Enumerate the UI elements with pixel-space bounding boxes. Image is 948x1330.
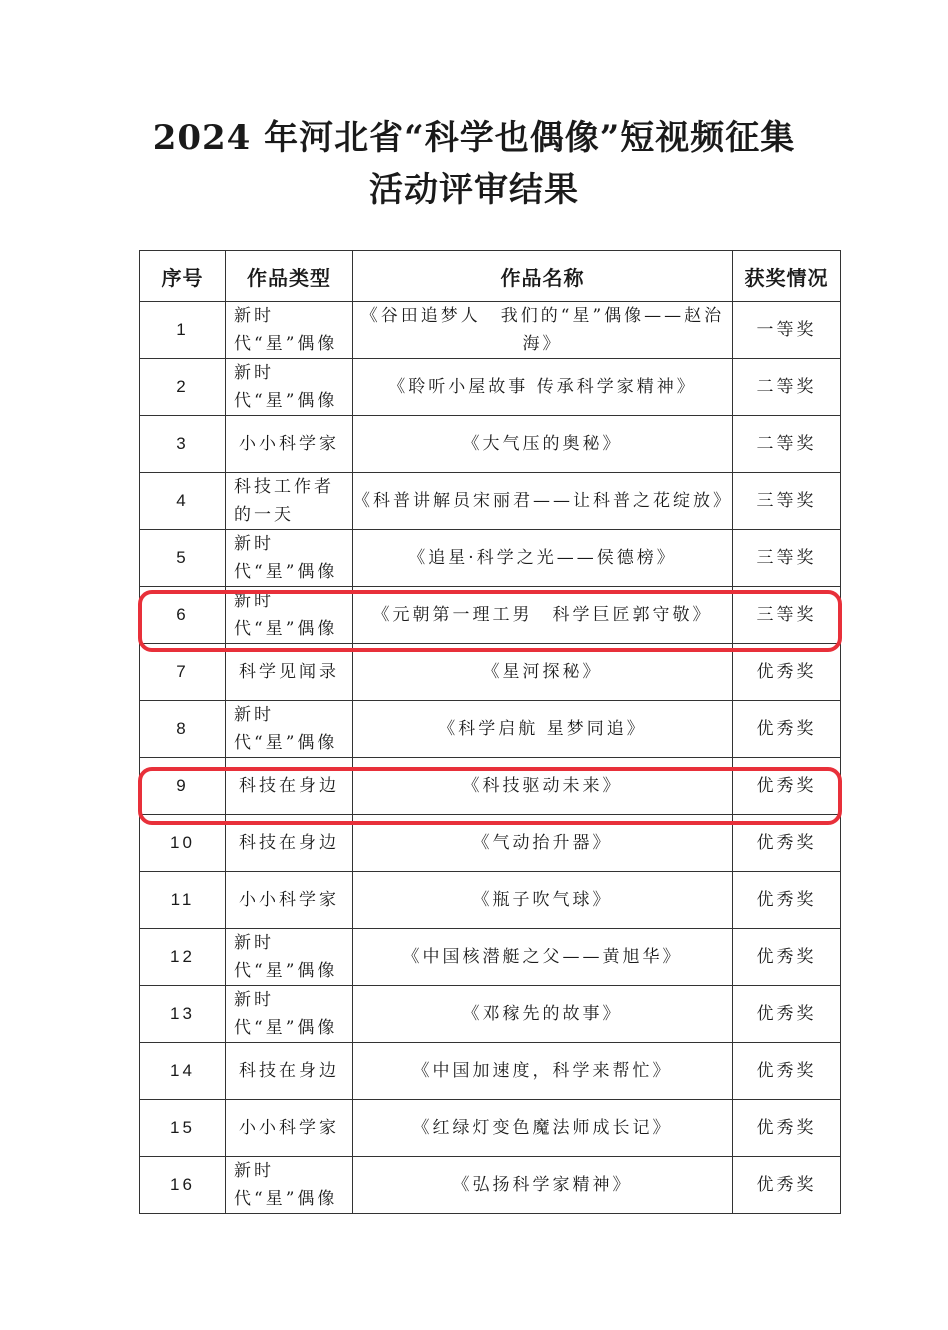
row-award: 二等奖 <box>733 416 841 473</box>
row-type: 科技工作者的一天 <box>226 473 353 530</box>
results-table <box>139 250 841 1214</box>
table-row <box>140 473 841 530</box>
row-no: 7 <box>140 644 226 701</box>
row-award: 优秀奖 <box>733 1043 841 1100</box>
table-row <box>140 986 841 1043</box>
row-no: 5 <box>140 530 226 587</box>
row-type: 小小科学家 <box>226 872 353 929</box>
title-line-2: 活动评审结果 <box>369 170 579 210</box>
row-award: 优秀奖 <box>733 1100 841 1157</box>
table-row <box>140 1043 841 1100</box>
row-type: 新时代“星”偶像 <box>226 530 353 587</box>
row-type: 新时代“星”偶像 <box>226 929 353 986</box>
row-no: 16 <box>140 1157 226 1214</box>
table-row <box>140 359 841 416</box>
row-type: 科技在身边 <box>226 758 353 815</box>
title-line-1: 2024 年河北省“科学也偶像”短视频征集 <box>152 118 796 158</box>
row-name: 《星河探秘》 <box>353 644 733 701</box>
row-type: 科学见闻录 <box>226 644 353 701</box>
table-row <box>140 872 841 929</box>
row-award: 三等奖 <box>733 587 841 644</box>
table-row <box>140 644 841 701</box>
table-row <box>140 701 841 758</box>
row-name: 《中国加速度，科学来帮忙》 <box>353 1043 733 1100</box>
row-no: 12 <box>140 929 226 986</box>
table-header-row <box>140 251 841 302</box>
row-name: 《聆听小屋故事 传承科学家精神》 <box>353 359 733 416</box>
row-name: 《瓶子吹气球》 <box>353 872 733 929</box>
table-row <box>140 302 841 359</box>
row-type: 科技在身边 <box>226 815 353 872</box>
table-row <box>140 815 841 872</box>
row-name: 《中国核潜艇之父——黄旭华》 <box>353 929 733 986</box>
table-row <box>140 1100 841 1157</box>
table-row <box>140 1157 841 1214</box>
row-award: 优秀奖 <box>733 644 841 701</box>
row-type: 新时代“星”偶像 <box>226 302 353 359</box>
row-name: 《元朝第一理工男 科学巨匠郭守敬》 <box>353 587 733 644</box>
document-title <box>0 112 948 216</box>
row-name: 《追星·科学之光——侯德榜》 <box>353 530 733 587</box>
row-name: 《科技驱动未来》 <box>353 758 733 815</box>
row-name: 《大气压的奥秘》 <box>353 416 733 473</box>
row-name: 《邓稼先的故事》 <box>353 986 733 1043</box>
row-no: 6 <box>140 587 226 644</box>
header-award: 获奖情况 <box>733 251 841 302</box>
row-no: 8 <box>140 701 226 758</box>
row-no: 4 <box>140 473 226 530</box>
row-award: 优秀奖 <box>733 815 841 872</box>
row-award: 优秀奖 <box>733 929 841 986</box>
row-no: 14 <box>140 1043 226 1100</box>
row-type: 新时代“星”偶像 <box>226 587 353 644</box>
row-award: 三等奖 <box>733 473 841 530</box>
row-type: 新时代“星”偶像 <box>226 701 353 758</box>
row-no: 15 <box>140 1100 226 1157</box>
row-type: 新时代“星”偶像 <box>226 986 353 1043</box>
row-award: 优秀奖 <box>733 872 841 929</box>
row-award: 优秀奖 <box>733 986 841 1043</box>
row-name: 《气动抬升器》 <box>353 815 733 872</box>
row-name: 《科普讲解员宋丽君——让科普之花绽放》 <box>353 473 733 530</box>
row-name: 《红绿灯变色魔法师成长记》 <box>353 1100 733 1157</box>
row-no: 11 <box>140 872 226 929</box>
row-name: 《弘扬科学家精神》 <box>353 1157 733 1214</box>
row-type: 小小科学家 <box>226 416 353 473</box>
header-type: 作品类型 <box>226 251 353 302</box>
table-row <box>140 530 841 587</box>
table-row <box>140 416 841 473</box>
table-row <box>140 929 841 986</box>
row-award: 优秀奖 <box>733 758 841 815</box>
row-award: 优秀奖 <box>733 701 841 758</box>
row-no: 1 <box>140 302 226 359</box>
row-award: 优秀奖 <box>733 1157 841 1214</box>
row-type: 科技在身边 <box>226 1043 353 1100</box>
row-award: 二等奖 <box>733 359 841 416</box>
row-type: 新时代“星”偶像 <box>226 359 353 416</box>
row-no: 3 <box>140 416 226 473</box>
row-name: 《科学启航 星梦同追》 <box>353 701 733 758</box>
table-row-highlighted <box>140 758 841 815</box>
table-row-highlighted <box>140 587 841 644</box>
row-type: 小小科学家 <box>226 1100 353 1157</box>
row-no: 10 <box>140 815 226 872</box>
row-type: 新时代“星”偶像 <box>226 1157 353 1214</box>
row-no: 13 <box>140 986 226 1043</box>
row-name: 《谷田追梦人 我们的“星”偶像——赵治海》 <box>353 302 733 359</box>
header-name: 作品名称 <box>353 251 733 302</box>
row-award: 三等奖 <box>733 530 841 587</box>
row-no: 9 <box>140 758 226 815</box>
row-award: 一等奖 <box>733 302 841 359</box>
header-no: 序号 <box>140 251 226 302</box>
row-no: 2 <box>140 359 226 416</box>
